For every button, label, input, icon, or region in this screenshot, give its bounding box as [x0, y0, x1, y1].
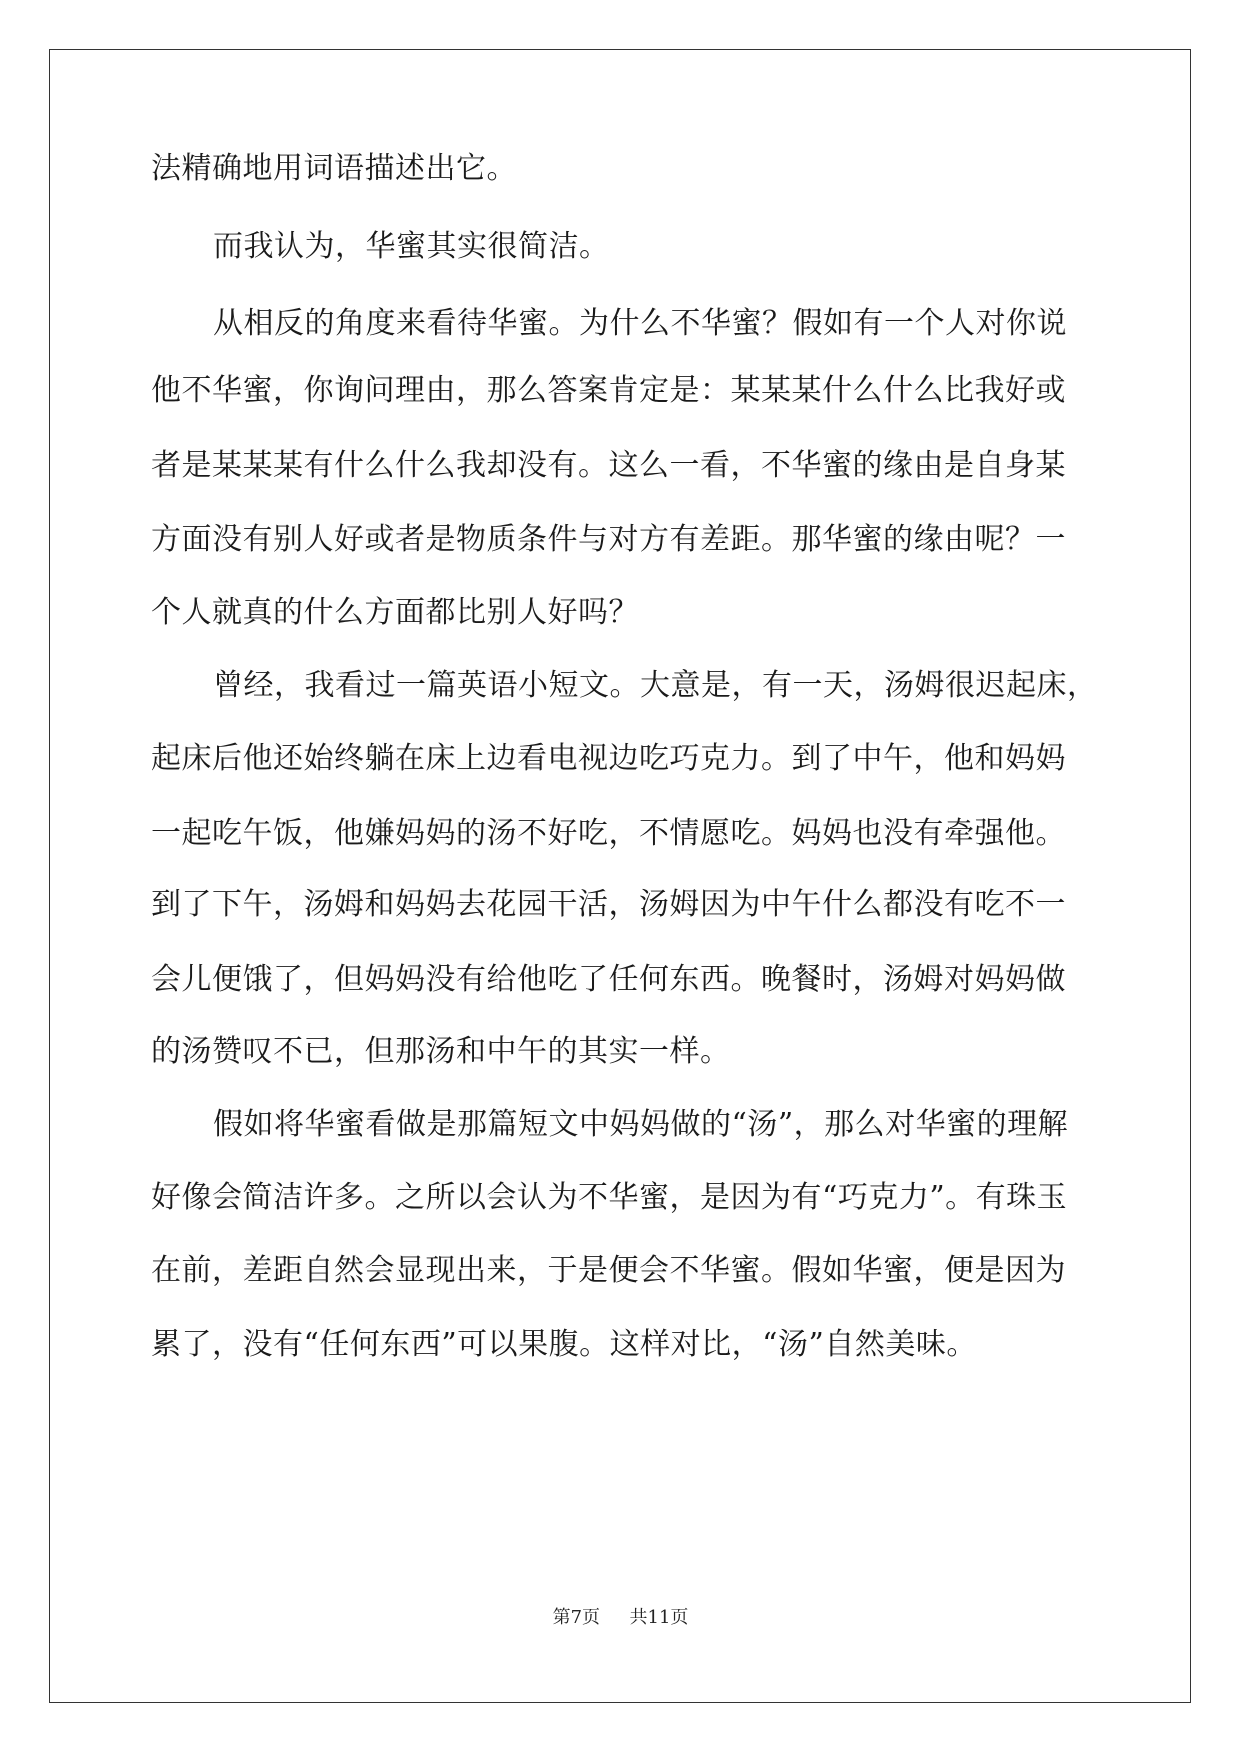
text-line: 起床后他还始终躺在床上边看电视边吃巧克力。到了中午，他和妈妈 — [151, 741, 1066, 776]
paragraph-first-line: 而我认为，华蜜其实很简洁。 — [213, 229, 610, 264]
text-line: 方面没有别人好或者是物质条件与对方有差距。那华蜜的缘由呢？一 — [151, 522, 1066, 557]
page-footer — [0, 1606, 1241, 1630]
paragraph-first-line: 曾经，我看过一篇英语小短文。大意是，有一天，汤姆很迟起床， — [213, 668, 1098, 703]
page-number: 第7页 — [552, 1607, 601, 1628]
text-line: 一起吃午饭，他嫌妈妈的汤不好吃，不情愿吃。妈妈也没有牵强他。 — [151, 816, 1066, 851]
text-line: 个人就真的什么方面都比别人好吗？ — [151, 595, 639, 630]
text-line: 法精确地用词语描述出它。 — [151, 151, 517, 186]
page-border — [49, 49, 1191, 1703]
page-total: 共11页 — [629, 1607, 689, 1628]
text-line: 在前，差距自然会显现出来，于是便会不华蜜。假如华蜜，便是因为 — [151, 1253, 1066, 1288]
text-line: 者是某某某有什么什么我却没有。这么一看，不华蜜的缘由是自身某 — [151, 448, 1066, 483]
text-line: 他不华蜜，你询问理由，那么答案肯定是：某某某什么什么比我好或 — [151, 373, 1066, 408]
text-line: 好像会简洁许多。之所以会认为不华蜜，是因为有“巧克力”。有珠玉 — [151, 1180, 1068, 1215]
paragraph-first-line: 从相反的角度来看待华蜜。为什么不华蜜？假如有一个人对你说 — [213, 306, 1067, 341]
text-line: 到了下午，汤姆和妈妈去花园干活，汤姆因为中午什么都没有吃不一 — [151, 887, 1066, 922]
text-line: 累了，没有“任何东西”可以果腹。这样对比，“汤”自然美味。 — [151, 1327, 977, 1362]
text-line: 会儿便饿了，但妈妈没有给他吃了任何东西。晚餐时，汤姆对妈妈做 — [151, 962, 1066, 997]
text-line: 的汤赞叹不已，但那汤和中午的其实一样。 — [151, 1034, 731, 1069]
paragraph-first-line: 假如将华蜜看做是那篇短文中妈妈做的“汤”，那么对华蜜的理解 — [213, 1107, 1069, 1142]
